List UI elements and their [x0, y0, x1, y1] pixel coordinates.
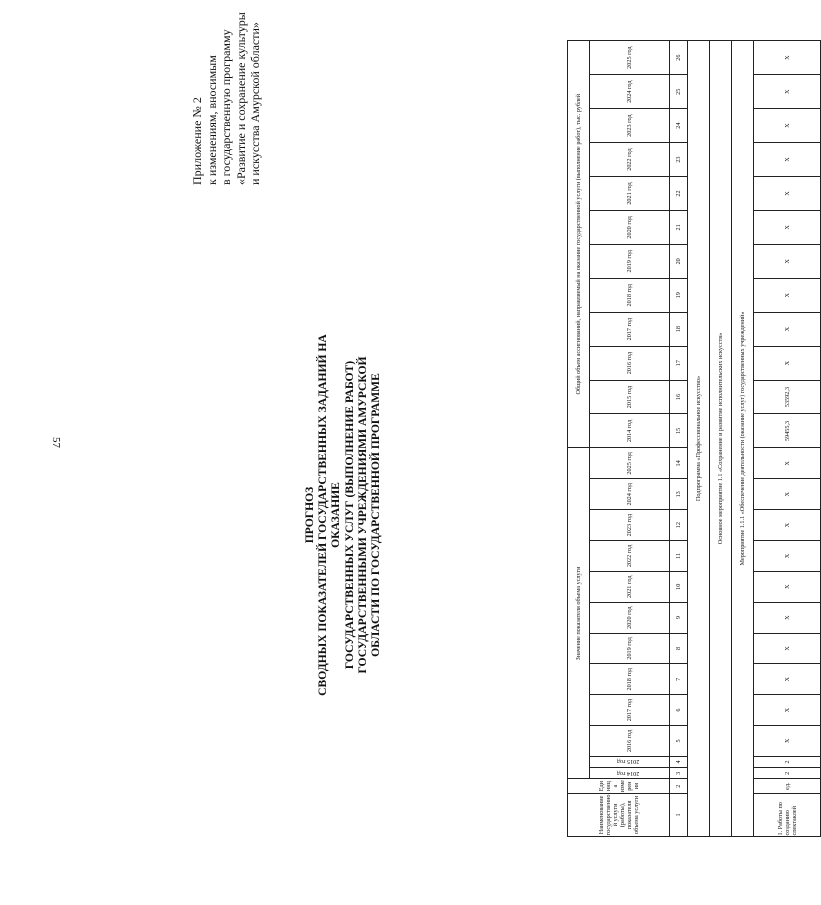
year-header-cost: 2019 год: [590, 244, 670, 278]
column-index-cell: 24: [670, 109, 688, 143]
table-cell: Х: [754, 75, 821, 109]
year-header-volume: 2022 год: [590, 541, 670, 572]
annex-line: «Развитие и сохранение культуры: [233, 12, 248, 185]
year-header-cost: 2023 год: [590, 109, 670, 143]
table-cell: Х: [754, 479, 821, 510]
column-index-cell: 11: [670, 541, 688, 572]
document-heading: [303, 325, 382, 705]
column-index-cell: 17: [670, 346, 688, 380]
forecast-table-container: [567, 40, 820, 837]
column-index-cell: 3: [670, 768, 688, 779]
column-index-cell: 25: [670, 75, 688, 109]
year-header-volume: 2020 год: [590, 602, 670, 633]
column-index-cell: 26: [670, 41, 688, 75]
col-header-unit: Единица измерения: [568, 779, 670, 793]
table-cell: Х: [754, 210, 821, 244]
year-header-volume: 2023 год: [590, 510, 670, 541]
table-cell: Х: [754, 633, 821, 664]
year-header-volume: 2021 год: [590, 571, 670, 602]
year-header-cost: 2015 год: [590, 380, 670, 414]
table-cell: Х: [754, 448, 821, 479]
annex-line: Приложение № 2: [190, 97, 204, 185]
column-index-cell: 23: [670, 143, 688, 177]
table-cell: 59455,3: [754, 414, 821, 448]
column-index-cell: 2: [670, 779, 688, 793]
table-cell: Х: [754, 41, 821, 75]
heading-line: ГОСУДАРСТВЕННЫХ УСЛУГ (ВЫПОЛНЕНИЕ РАБОТ): [342, 360, 356, 670]
year-header-cost: 2018 год: [590, 278, 670, 312]
section-activity: Мероприятие 1.1.1 «Обеспечение деятельности (оказание услуг) государственных учреждений»: [732, 41, 754, 837]
group-header-volume: Значение показателя объема услуги: [568, 448, 590, 779]
table-cell: Х: [754, 664, 821, 695]
column-index-cell: 10: [670, 571, 688, 602]
year-header-volume-text: 2015 год: [617, 758, 640, 766]
year-header-volume: 2018 год: [590, 664, 670, 695]
heading-line: ОБЛАСТИ ПО ГОСУДАРСТВЕННОЙ ПРОГРАММЕ: [369, 373, 383, 657]
table-cell: Х: [754, 571, 821, 602]
year-header-cost: 2021 год: [590, 177, 670, 211]
year-header-cost: 2014 год: [590, 414, 670, 448]
year-header-cost: 2022 год: [590, 143, 670, 177]
heading-line: СВОДНЫХ ПОКАЗАТЕЛЕЙ ГОСУДАРСТВЕННЫХ ЗАДАНИЙ НА ОКАЗАНИЕ: [316, 334, 343, 696]
column-index-cell: 19: [670, 278, 688, 312]
column-index-cell: 20: [670, 244, 688, 278]
table-cell: 2: [754, 768, 821, 779]
heading-line: ПРОГНОЗ: [303, 486, 316, 544]
column-index-cell: 9: [670, 602, 688, 633]
column-index-cell: 6: [670, 695, 688, 726]
year-header-volume: 2024 год: [590, 479, 670, 510]
year-header-volume: 2016 год: [590, 726, 670, 757]
row-service-name: 1. Работы по созданию спектаклей: [754, 793, 821, 836]
year-header-volume: [590, 756, 670, 767]
column-index-cell: 18: [670, 312, 688, 346]
year-header-cost: 2020 год: [590, 210, 670, 244]
year-header-cost: 2016 год: [590, 346, 670, 380]
year-header-volume: 2025 год: [590, 448, 670, 479]
year-header-volume-text: 2014 год: [617, 769, 640, 777]
year-header-cost: 2017 год: [590, 312, 670, 346]
table-cell: Х: [754, 278, 821, 312]
table-cell: Х: [754, 602, 821, 633]
column-index-cell: 16: [670, 380, 688, 414]
table-cell: Х: [754, 510, 821, 541]
year-header-volume: 2019 год: [590, 633, 670, 664]
forecast-table: [567, 40, 821, 837]
group-header-cost: Общий объем ассигнований, направляемый на оказание государственной услуги (выполнение работ), тыс. рублей: [568, 41, 590, 448]
annex-line: в государственную программу: [219, 29, 234, 185]
table-cell: Х: [754, 695, 821, 726]
column-index-cell: 4: [670, 756, 688, 767]
year-header-cost: 2025 год: [590, 41, 670, 75]
table-cell: Х: [754, 726, 821, 757]
table-cell: 53592,3: [754, 380, 821, 414]
heading-line: ГОСУДАРСТВЕННЫМИ УЧРЕЖДЕНИЯМИ АМУРСКОЙ: [355, 356, 369, 674]
table-cell: Х: [754, 312, 821, 346]
column-index-cell: 7: [670, 664, 688, 695]
column-index-cell: 14: [670, 448, 688, 479]
column-index-cell: 13: [670, 479, 688, 510]
table-cell: Х: [754, 143, 821, 177]
column-index-cell: 15: [670, 414, 688, 448]
annex-note: [190, 12, 263, 185]
table-cell: Х: [754, 541, 821, 572]
annex-line: к изменениям, вносимым: [204, 55, 219, 185]
column-index-cell: 8: [670, 633, 688, 664]
column-index-cell: 21: [670, 210, 688, 244]
year-header-volume: 2017 год: [590, 695, 670, 726]
table-cell: Х: [754, 109, 821, 143]
section-main-activity: Основное мероприятие 1.1 «Сохранение и развитие исполнительских искусств»: [710, 41, 732, 837]
column-index-cell: 1: [670, 793, 688, 836]
table-cell: Х: [754, 346, 821, 380]
column-index-cell: 12: [670, 510, 688, 541]
table-cell: Х: [754, 177, 821, 211]
table-cell: Х: [754, 244, 821, 278]
year-header-volume: [590, 768, 670, 779]
table-cell: ед.: [754, 779, 821, 793]
page-number: 57: [50, 437, 62, 448]
column-index-cell: 22: [670, 177, 688, 211]
table-cell: 2: [754, 756, 821, 767]
year-header-cost: 2024 год: [590, 75, 670, 109]
column-index-cell: 5: [670, 726, 688, 757]
col-header-name: Наименование государственной услуги (работы), показателя объема услуги: [568, 793, 670, 836]
annex-line: и искусства Амурской области»: [248, 22, 263, 185]
section-subprogram: Подпрограмма «Профессиональное искусство»: [688, 41, 710, 837]
